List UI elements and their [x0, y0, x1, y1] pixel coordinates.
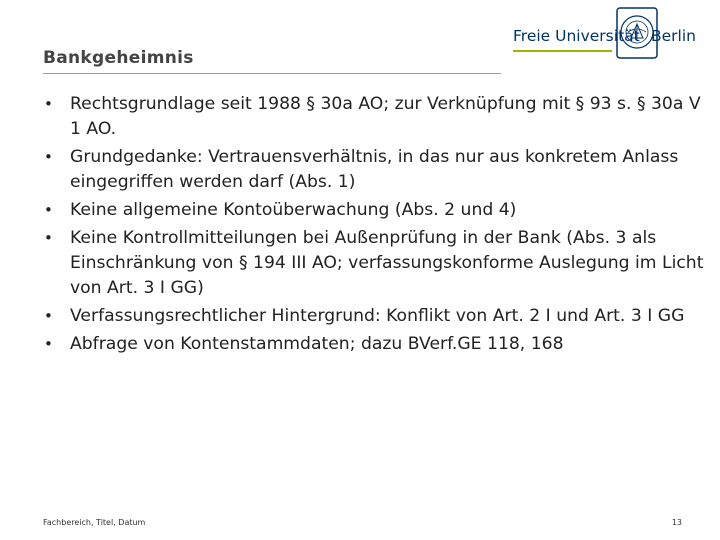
list-item — [44, 226, 712, 301]
list-item — [44, 92, 712, 142]
bullet-icon: • — [44, 95, 53, 113]
bullet-icon: • — [44, 201, 53, 219]
list-item — [44, 332, 712, 357]
bullet-list — [44, 92, 712, 360]
list-item-text: Verfassungsrechtlicher Hintergrund: Konflikt von Art. 2 I und Art. 3 I GG — [70, 306, 685, 326]
footer-info: Fachbereich, Titel, Datum — [43, 518, 146, 527]
list-item-text: Abfrage von Kontenstammdaten; dazu BVerf.GE 118, 168 — [70, 334, 564, 354]
logo-right-word: Berlin — [651, 27, 696, 45]
list-item — [44, 145, 712, 195]
list-item-text: Grundgedanke: Vertrauensverhältnis, in das nur aus konkretem Anlass eingegriffen werden darf (Abs. 1) — [70, 147, 679, 192]
list-item-text: Keine allgemeine Kontoüberwachung (Abs. 2 und 4) — [70, 200, 517, 220]
list-item — [44, 198, 712, 223]
bullet-icon: • — [44, 307, 53, 325]
page-title: Bankgeheimnis — [43, 48, 194, 68]
list-item-text: Keine Kontrollmitteilungen bei Außenprüfung in der Bank (Abs. 3 als Einschränkung von § 194 III AO; verfassungskonforme Auslegung im Licht von Art. 3 I GG) — [70, 228, 704, 298]
page-number: 13 — [671, 518, 682, 527]
bullet-icon: • — [44, 335, 53, 353]
list-item-text: Rechtsgrundlage seit 1988 § 30a AO; zur Verknüpfung mit § 93 s. § 30a V 1 AO. — [70, 94, 701, 139]
bullet-icon: • — [44, 229, 53, 247]
list-item — [44, 304, 712, 329]
logo-accent-bar — [513, 50, 612, 52]
title-divider — [43, 73, 501, 74]
bullet-icon: • — [44, 148, 53, 166]
logo-left-word: Freie Universität — [513, 27, 640, 45]
university-logo — [510, 6, 706, 62]
